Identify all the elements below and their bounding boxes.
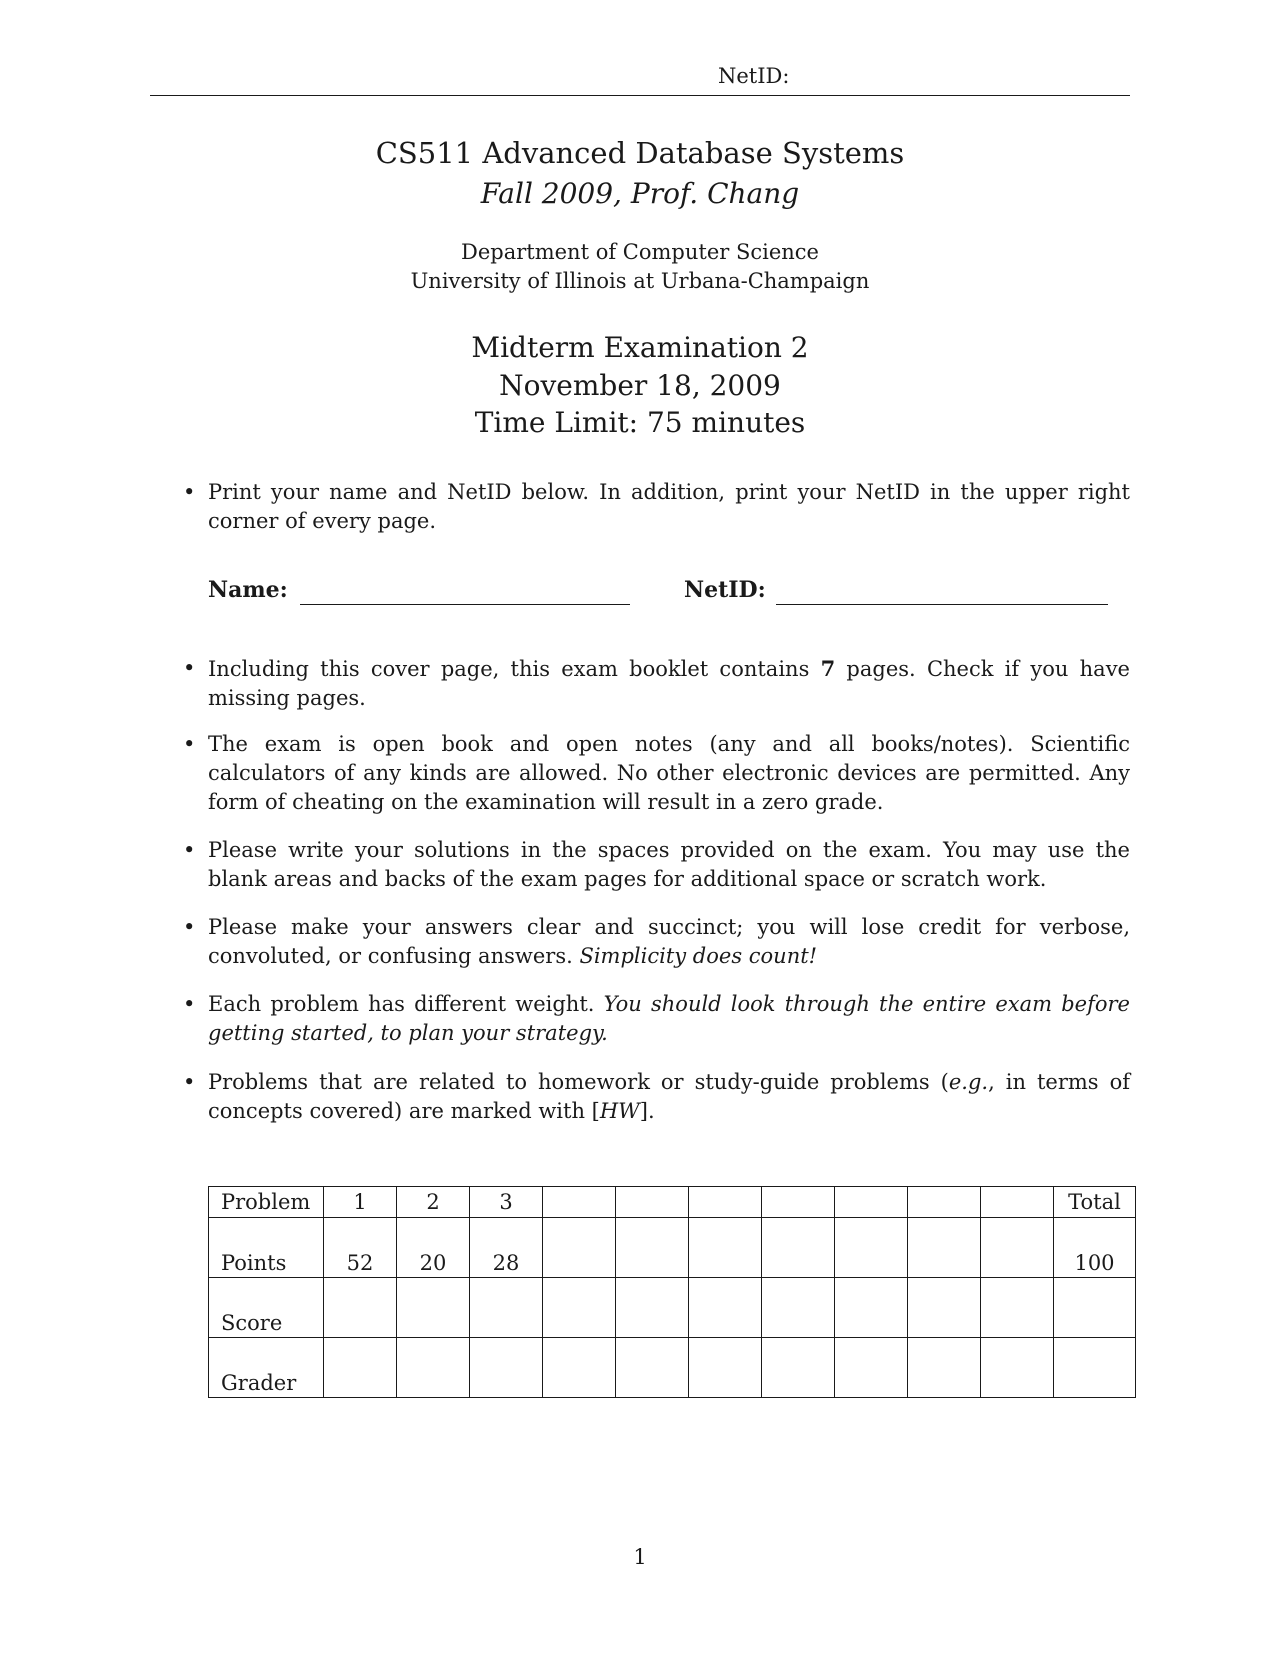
netid-field[interactable] [776, 604, 1108, 605]
instruction-text: Print your name and NetID below. In addition, print your NetID in the upper right corner of every page. [208, 480, 1130, 533]
points-cell: 28 [470, 1218, 543, 1278]
page-number: 1 [633, 1545, 647, 1569]
problem-number [616, 1187, 689, 1218]
points-total: 100 [1054, 1218, 1136, 1278]
department: Department of Computer Science [461, 240, 819, 264]
problem-header: Problem [209, 1187, 324, 1218]
bullet-icon: • [183, 656, 196, 680]
score-cell [762, 1278, 835, 1338]
grader-cell [470, 1338, 543, 1398]
grader-cell [1054, 1338, 1136, 1398]
instruction-text: Please make your answers clear and succinct; you will lose credit for verbose, convoluted, or confusing answers. Simplicity does count! [208, 915, 1130, 968]
grader-cell [908, 1338, 981, 1398]
exam-time-limit: Time Limit: 75 minutes [474, 406, 806, 439]
grader-cell [762, 1338, 835, 1398]
bullet-icon: • [183, 992, 196, 1016]
grader-cell [981, 1338, 1054, 1398]
grader-label: Grader [209, 1338, 324, 1398]
problem-number [835, 1187, 908, 1218]
netid-label: NetID: [684, 577, 766, 603]
score-label: Score [209, 1278, 324, 1338]
grader-cell [324, 1338, 397, 1398]
points-cell: 52 [324, 1218, 397, 1278]
name-field[interactable] [300, 604, 630, 605]
points-cell [981, 1218, 1054, 1278]
course-term: Fall 2009, Prof. Chang [480, 177, 800, 210]
bullet-icon: • [183, 732, 196, 756]
grader-cell [543, 1338, 616, 1398]
name-label: Name: [208, 577, 288, 603]
bullet-icon: • [183, 915, 196, 939]
points-cell: 20 [397, 1218, 470, 1278]
points-cell [762, 1218, 835, 1278]
score-cell [908, 1278, 981, 1338]
problem-number: 2 [397, 1187, 470, 1218]
table-header-row [209, 1187, 1136, 1218]
grader-cell [616, 1338, 689, 1398]
points-cell [616, 1218, 689, 1278]
problem-number [543, 1187, 616, 1218]
instruction-text: The exam is open book and open notes (any and all books/notes). Scientific calculators of any kinds are allowed. No other electronic devices are permitted. Any form of cheating on the examination will result in a zero grade. [208, 732, 1130, 814]
instruction-text: Including this cover page, this exam booklet contains 7 pages. Check if you have missing pages. [208, 656, 1130, 710]
problem-number: 1 [324, 1187, 397, 1218]
points-cell [908, 1218, 981, 1278]
bullet-icon: • [183, 838, 196, 862]
grader-cell [689, 1338, 762, 1398]
grader-row [209, 1338, 1136, 1398]
problem-number [762, 1187, 835, 1218]
score-cell [1054, 1278, 1136, 1338]
exam-title: Midterm Examination 2 [471, 331, 809, 364]
points-row [209, 1218, 1136, 1278]
problem-number [908, 1187, 981, 1218]
score-table [208, 1186, 1136, 1398]
score-cell [981, 1278, 1054, 1338]
score-cell [543, 1278, 616, 1338]
points-cell [835, 1218, 908, 1278]
grader-cell [397, 1338, 470, 1398]
exam-date: November 18, 2009 [499, 369, 781, 402]
instruction-text: Problems that are related to homework or study-guide problems (e.g., in terms of concepts covered) are marked with [HW]. [208, 1070, 1130, 1123]
score-cell [835, 1278, 908, 1338]
bullet-icon: • [183, 1070, 196, 1094]
grader-cell [835, 1338, 908, 1398]
course-title: CS511 Advanced Database Systems [375, 136, 905, 170]
points-label: Points [209, 1218, 324, 1278]
university: University of Illinois at Urbana-Champaign [410, 269, 870, 293]
header-netid-label: NetID: [718, 64, 790, 88]
problem-number [981, 1187, 1054, 1218]
points-cell [543, 1218, 616, 1278]
header-rule [150, 95, 1130, 96]
bullet-icon: • [183, 480, 196, 504]
score-cell [616, 1278, 689, 1338]
total-header: Total [1054, 1187, 1136, 1218]
score-row [209, 1278, 1136, 1338]
instruction-text: Please write your solutions in the spaces provided on the exam. You may use the blank areas and backs of the exam pages for additional space or scratch work. [208, 838, 1130, 891]
score-cell [324, 1278, 397, 1338]
points-cell [689, 1218, 762, 1278]
score-cell [470, 1278, 543, 1338]
problem-number: 3 [470, 1187, 543, 1218]
score-cell [689, 1278, 762, 1338]
problem-number [689, 1187, 762, 1218]
score-cell [397, 1278, 470, 1338]
instruction-text: Each problem has different weight. You should look through the entire exam before getting started, to plan your strategy. [208, 992, 1130, 1045]
